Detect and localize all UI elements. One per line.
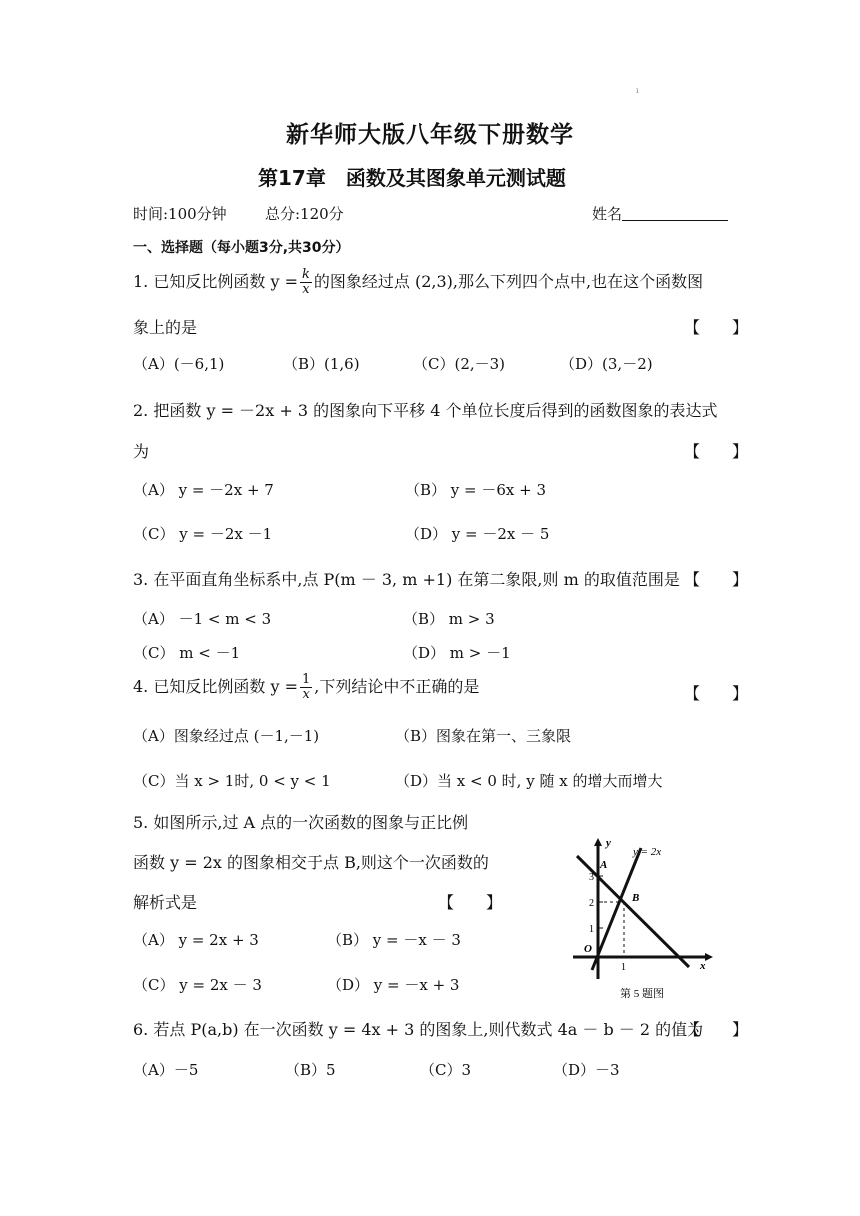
section-title: 一、选择题（每小题3分,共30分）	[133, 240, 350, 256]
q1-option-a: （A）(－6,1)	[133, 355, 225, 373]
q4-option-c: （C）当 x > 1时, 0 < y < 1	[133, 772, 331, 790]
y-tick-label-1: 1	[589, 924, 594, 935]
q3-answer-bracket: 【 】	[684, 570, 749, 589]
q6-option-b: （B）5	[285, 1061, 336, 1079]
name-field	[592, 203, 728, 224]
question-2: 2. 把函数 y = －2x + 3 的图象向下平移 4 个单位长度后得到的函数图象的表达式	[133, 401, 718, 420]
y-tick-label-3: 3	[589, 872, 594, 883]
q1-line2: 象上的是	[133, 318, 198, 337]
q4-option-a: （A）图象经过点 (－1,－1)	[133, 727, 320, 745]
x-tick-label-1: 1	[621, 962, 626, 973]
name-label: 姓名	[592, 205, 623, 223]
q3-option-b: （B） m > 3	[403, 610, 495, 628]
question-6: 6. 若点 P(a,b) 在一次函数 y = 4x + 3 的图象上,则代数式 4a － b － 2 的值为	[133, 1020, 704, 1039]
point-a-label: A	[600, 859, 608, 871]
origin-label: O	[584, 943, 592, 955]
y-axis-label: y	[606, 837, 611, 849]
q5-figure	[565, 834, 725, 1004]
q5-line2: 函数 y = 2x 的图象相交于点 B,则这个一次函数的	[133, 853, 489, 872]
q1-frac-den: x	[302, 282, 310, 297]
q4-answer-bracket: 【 】	[684, 684, 749, 703]
q5-option-b: （B） y = －x － 3	[327, 931, 461, 949]
total-score: 总分:120分	[265, 205, 344, 223]
q1-text-a: 1. 已知反比例函数 y =	[133, 272, 298, 291]
q1-option-c: （C）(2,－3)	[413, 355, 506, 373]
q2-option-b: （B） y = －6x + 3	[405, 481, 547, 499]
q2-line2: 为	[133, 442, 150, 461]
q2-answer-bracket: 【 】	[684, 442, 749, 461]
q6-option-a: （A）－5	[133, 1061, 199, 1079]
q4-option-d: （D）当 x < 0 时, y 随 x 的增大而增大	[395, 772, 663, 790]
x-axis-label: x	[700, 960, 706, 972]
q4-text-a: 4. 已知反比例函数 y =	[133, 677, 298, 696]
q6-option-c: （C）3	[420, 1061, 472, 1079]
name-blank	[622, 206, 728, 221]
q2-option-a: （A） y = －2x + 7	[133, 481, 274, 499]
page-title: 新华师大版八年级下册数学	[286, 122, 574, 148]
q1-answer-bracket: 【 】	[684, 318, 749, 337]
q5-line3: 解析式是	[133, 893, 198, 912]
question-1	[133, 268, 703, 297]
q1-option-b: （B）(1,6)	[283, 355, 360, 373]
q5-option-d: （D） y = －x + 3	[327, 976, 460, 994]
q5-option-c: （C） y = 2x － 3	[133, 976, 262, 994]
q1-text-b: 的图象经过点 (2,3),那么下列四个点中,也在这个函数图	[313, 272, 704, 291]
question-4	[133, 673, 479, 702]
q3-option-d: （D） m > －1	[403, 644, 511, 662]
q4-frac-num: 1	[301, 672, 311, 687]
q4-text-b: ,下列结论中不正确的是	[314, 677, 480, 696]
figure-caption: 第 5 题图	[620, 988, 664, 1000]
time-info: 时间:100分钟	[133, 205, 227, 223]
q1-option-d: （D）(3,－2)	[560, 355, 653, 373]
question-5: 5. 如图所示,过 A 点的一次函数的图象与正比例	[133, 813, 469, 832]
question-3: 3. 在平面直角坐标系中,点 P(m － 3, m +1) 在第二象限,则 m 的取值范围是	[133, 570, 680, 589]
q5-option-a: （A） y = 2x + 3	[133, 931, 259, 949]
point-b-label: B	[632, 892, 640, 904]
q4-option-b: （B）图象在第一、三象限	[395, 727, 572, 745]
q1-frac-num: k	[301, 267, 310, 282]
q3-option-a: （A） －1 < m < 3	[133, 610, 272, 628]
y-axis-arrow	[594, 838, 602, 846]
q4-fraction	[300, 673, 312, 702]
q1-fraction	[300, 268, 312, 297]
q6-answer-bracket: 【 】	[684, 1020, 749, 1039]
x-axis-arrow	[705, 953, 713, 961]
chapter-subtitle: 第17章 函数及其图象单元测试题	[258, 166, 566, 190]
q4-frac-den: x	[302, 687, 310, 702]
page-mark: ı	[636, 86, 639, 95]
y-tick-label-2: 2	[589, 898, 594, 909]
q2-option-d: （D） y = －2x － 5	[405, 525, 550, 543]
q2-option-c: （C） y = －2x －1	[133, 525, 273, 543]
q5-answer-bracket: 【 】	[438, 893, 503, 912]
q6-option-d: （D）－3	[553, 1061, 620, 1079]
line-label: y = 2x	[633, 846, 662, 858]
q3-option-c: （C） m < －1	[133, 644, 241, 662]
